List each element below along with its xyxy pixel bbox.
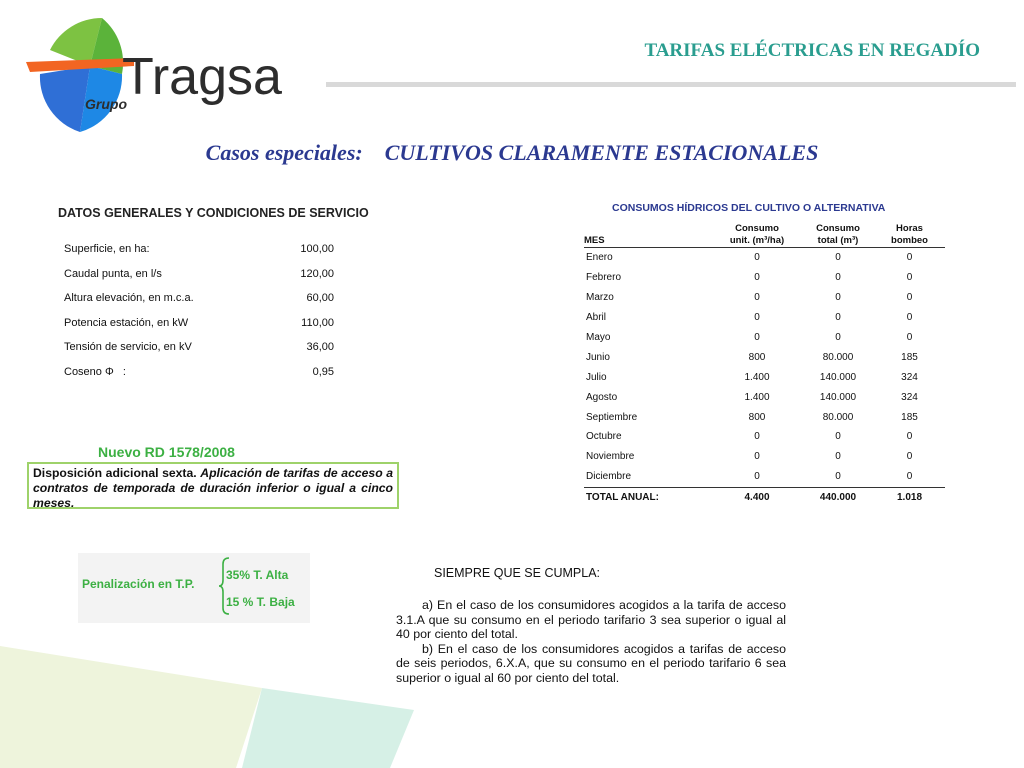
col-header-unit-line2: unit. (m³/ha) xyxy=(729,235,785,246)
water-consumption-table xyxy=(584,220,945,508)
cell-hours: 0 xyxy=(906,431,913,443)
cell-month: Septiembre xyxy=(586,411,638,423)
table-row xyxy=(584,447,945,467)
cell-month: Febrero xyxy=(586,272,622,284)
col-header-total xyxy=(802,220,874,248)
cell-unit: 1.400 xyxy=(744,371,770,383)
table-row xyxy=(584,367,945,387)
cell-month: Julio xyxy=(586,371,607,383)
decorative-shapes xyxy=(0,640,440,768)
general-row-value: 100,00 xyxy=(300,243,334,255)
cell-unit: 0 xyxy=(754,312,760,324)
subtitle-prefix: Casos especiales: xyxy=(205,140,363,165)
cell-month: Noviembre xyxy=(586,451,635,463)
col-header-mes: MES xyxy=(584,220,712,248)
cell-unit: 0 xyxy=(754,252,760,264)
logo-sub: Grupo xyxy=(85,96,127,112)
cell-total: 0 xyxy=(835,272,841,284)
page-header-title: TARIFAS ELÉCTRICAS EN REGADÍO xyxy=(644,40,980,61)
penalty-alta: 35% T. Alta xyxy=(226,568,289,582)
general-row xyxy=(64,366,334,384)
cell-total: 0 xyxy=(835,332,841,343)
cell-total-label: TOTAL ANUAL: xyxy=(584,487,712,508)
general-row-label: Tensión de servicio, en kV xyxy=(64,341,192,353)
col-header-unit-line1: Consumo xyxy=(735,223,779,234)
general-row xyxy=(64,268,334,286)
cell-total-total: 440.000 xyxy=(802,487,874,508)
col-header-horas-line1: Horas xyxy=(896,223,923,234)
col-header-unit xyxy=(712,220,802,248)
general-row xyxy=(64,317,334,335)
logo-wordmark: Tragsa xyxy=(122,48,282,106)
cell-total: 0 xyxy=(835,292,841,304)
table-row xyxy=(584,288,945,308)
cell-hours: 0 xyxy=(906,292,913,304)
rd-text: Aplicación de tarifas de acceso a contratos de temporada de duración inferior o igual a cinco meses. xyxy=(33,466,394,510)
rd-title: Nuevo RD 1578/2008 xyxy=(98,444,235,460)
cell-total: 0 xyxy=(835,252,841,264)
penalty-baja: 15 % T. Baja xyxy=(226,595,295,609)
table-row xyxy=(584,467,945,487)
cell-total: 80.000 xyxy=(822,351,854,363)
cell-hours: 324 xyxy=(901,371,918,383)
cell-total-unit: 4.400 xyxy=(712,487,802,508)
general-row-value: 0,95 xyxy=(312,366,334,378)
cell-unit: 800 xyxy=(748,351,766,363)
cell-total: 140.000 xyxy=(819,391,857,403)
rd-lead: Disposición adicional sexta. xyxy=(33,466,197,480)
header-divider xyxy=(326,82,1016,87)
table-row xyxy=(584,248,945,268)
penalty-label: Penalización en T.P. xyxy=(82,577,195,591)
col-header-horas-line2: bombeo xyxy=(891,235,928,246)
general-data-heading: DATOS GENERALES Y CONDICIONES DE SERVICIO xyxy=(58,206,369,220)
cell-total: 0 xyxy=(835,431,841,443)
table-row xyxy=(584,427,945,447)
general-row-label: Caudal punta, en l/s xyxy=(64,268,162,280)
col-header-total-line2: total (m³) xyxy=(817,235,859,246)
general-row-value: 110,00 xyxy=(301,317,334,329)
table-row xyxy=(584,407,945,427)
slide-subtitle xyxy=(0,140,1024,166)
cell-unit: 0 xyxy=(754,431,760,443)
col-header-horas xyxy=(874,220,945,248)
general-row xyxy=(64,292,334,310)
table-row xyxy=(584,328,945,348)
cell-unit: 0 xyxy=(754,272,760,284)
cell-month: Octubre xyxy=(586,431,622,443)
tragsa-logo xyxy=(22,14,292,136)
general-row-value: 120,00 xyxy=(300,268,334,280)
cell-hours: 0 xyxy=(906,471,913,483)
col-header-total-line1: Consumo xyxy=(816,223,860,234)
general-row xyxy=(64,341,334,359)
cell-unit: 800 xyxy=(748,411,766,423)
table-header-row xyxy=(584,220,945,248)
table-row xyxy=(584,268,945,288)
cell-hours: 0 xyxy=(906,451,913,463)
cell-total-hours: 1.018 xyxy=(874,487,945,508)
cell-hours: 324 xyxy=(901,391,918,403)
general-row-label: Altura elevación, en m.c.a. xyxy=(64,292,194,304)
condition-a: a) En el caso de los consumidores acogidos a la tarifa de acceso 3.1.A que su consumo en el periodo tarifario 3 sea superior o igual al 40 por ciento del total. xyxy=(396,598,786,642)
general-row-label: Potencia estación, en kW xyxy=(64,317,189,329)
cell-unit: 0 xyxy=(754,332,760,343)
cell-month: Junio xyxy=(586,351,610,363)
general-row xyxy=(64,243,334,261)
table-row xyxy=(584,387,945,407)
cell-total: 0 xyxy=(835,471,841,483)
general-row-value: 36,00 xyxy=(306,341,334,353)
cell-total: 0 xyxy=(835,312,841,324)
cell-month: Abril xyxy=(586,312,607,324)
table-row xyxy=(584,308,945,328)
cell-unit: 0 xyxy=(754,471,760,483)
cell-month: Marzo xyxy=(586,292,614,304)
cell-hours: 0 xyxy=(906,332,913,343)
general-row-label: Coseno Φ : xyxy=(64,366,126,378)
cell-month: Mayo xyxy=(586,332,611,343)
cell-total: 80.000 xyxy=(822,411,854,423)
conditions-heading: SIEMPRE QUE SE CUMPLA: xyxy=(434,566,601,580)
cell-unit: 0 xyxy=(754,451,760,463)
rd-box xyxy=(27,462,399,509)
cell-hours: 0 xyxy=(906,272,913,284)
cell-hours: 0 xyxy=(906,312,913,324)
cell-month: Diciembre xyxy=(586,471,632,483)
table-total-row xyxy=(584,487,945,508)
cell-unit: 0 xyxy=(754,292,760,304)
cell-total: 0 xyxy=(835,451,841,463)
subtitle-main: CULTIVOS CLARAMENTE ESTACIONALES xyxy=(384,140,819,165)
cell-month: Agosto xyxy=(586,391,618,403)
water-table-title: CONSUMOS HÍDRICOS DEL CULTIVO O ALTERNATIVA xyxy=(612,202,886,214)
cell-hours: 185 xyxy=(901,351,918,363)
general-row-label: Superficie, en ha: xyxy=(64,243,150,255)
conditions-body xyxy=(396,598,786,686)
condition-b: b) En el caso de los consumidores acogidos a tarifas de acceso de seis periodos, 6.X.A, que su consumo en el periodo tarifario 6 sea superior o igual al 60 por ciento del total. xyxy=(396,641,786,685)
cell-unit: 1.400 xyxy=(744,391,770,403)
general-row-value: 60,00 xyxy=(306,292,334,304)
cell-month: Enero xyxy=(586,252,613,264)
cell-total: 140.000 xyxy=(819,371,857,383)
cell-hours: 0 xyxy=(906,252,913,264)
table-row xyxy=(584,347,945,367)
cell-hours: 185 xyxy=(901,411,918,423)
